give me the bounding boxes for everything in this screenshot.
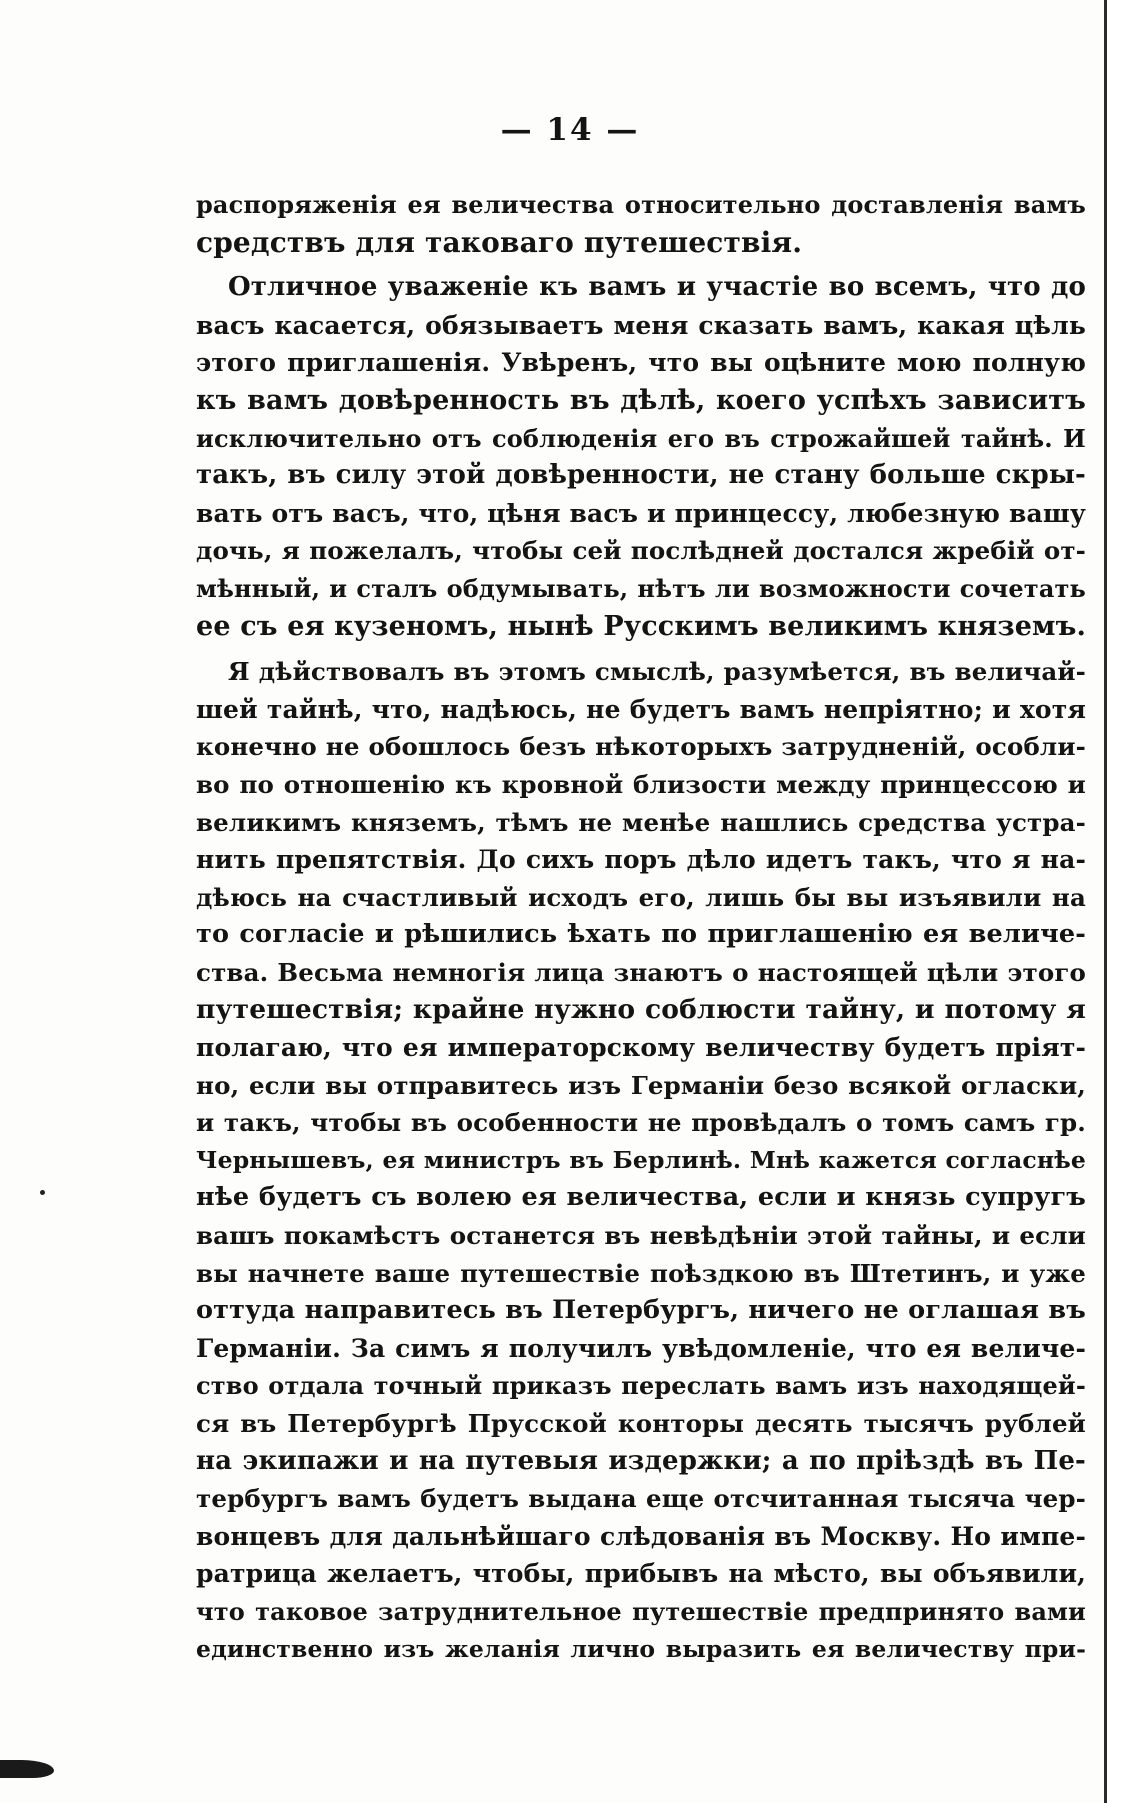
text-line: нить препятствія. До сихъ поръ дѣло идетъ такъ, что я на- <box>196 845 1086 875</box>
text-line: полагаю, что ея императорскому величеству будетъ пріят- <box>196 1033 1086 1063</box>
paragraph-break <box>196 645 1086 653</box>
text-line: ство отдала точный приказъ переслать вамъ изъ находящей- <box>196 1371 1086 1401</box>
text-line: вы начнете ваше путешествіе поѣздкою въ Штетинъ, и уже <box>196 1258 1086 1288</box>
text-line: васъ касается, обязываетъ меня сказать вамъ, какая цѣль <box>196 310 1086 340</box>
text-line: распоряженія ея величества относительно доставленія вамъ <box>196 190 1086 219</box>
scan-speck <box>40 1190 45 1195</box>
text-line: единственно изъ желанія лично выразить ея величеству при- <box>196 1634 1086 1663</box>
text-line: такъ, въ силу этой довѣренности, не стану больше скры- <box>196 460 1086 491</box>
page-number: — 14 — <box>500 112 640 148</box>
text-line: что таковое затруднительное путешествіе предпринято вами <box>196 1596 1086 1626</box>
text-line: вонцевъ для дальнѣйшаго слѣдованія въ Москву. Но импе- <box>196 1521 1086 1551</box>
text-line: средствъ для таковаго путешествія. <box>196 225 803 259</box>
text-line: вать отъ васъ, что, цѣня васъ и принцессу, любезную вашу <box>196 498 1086 528</box>
body-text <box>196 186 1086 1668</box>
text-line: на экипажи и на путевыя издержки; а по пріѣздѣ въ Пе- <box>196 1445 1086 1476</box>
text-line: оттуда направитесь въ Петербургъ, ничего не оглашая въ <box>196 1295 1086 1326</box>
text-line: но, если вы отправитесь изъ Германіи безо всякой огласки, <box>196 1070 1086 1100</box>
text-line: путешествія; крайне нужно соблюсти тайну, и потому я <box>196 994 1086 1026</box>
text-line: тербургъ вамъ будетъ выдана еще отсчитанная тысяча чер- <box>196 1484 1086 1514</box>
text-line: то согласіе и рѣшились ѣхать по приглашенію ея величе- <box>196 919 1086 950</box>
text-line: къ вамъ довѣренность въ дѣлѣ, коего успѣхъ зависитъ <box>196 384 1086 416</box>
page-edge-rule <box>1104 0 1107 1803</box>
text-line: ся въ Петербургѣ Прусской конторы десять тысячъ рублей <box>196 1409 1086 1438</box>
text-line: Чернышевъ, ея министръ въ Берлинѣ. Мнѣ кажется согласнѣе <box>196 1145 1086 1174</box>
paragraph-break <box>196 261 1086 269</box>
text-line: вашъ покамѣстъ останется въ невѣдѣніи этой тайны, и если <box>196 1221 1086 1251</box>
text-line: шей тайнѣ, что, надѣюсь, не будетъ вамъ непріятно; и хотя <box>196 694 1086 724</box>
page-edge <box>1107 0 1140 1803</box>
text-line: Германіи. За симъ я получилъ увѣдомленіе, что ея величе- <box>196 1333 1086 1363</box>
text-line: Я дѣйствовалъ въ этомъ смыслѣ, разумѣется, въ величай- <box>228 657 1086 687</box>
text-line: дѣюсь на счастливый исходъ его, лишь бы вы изъявили на <box>196 882 1086 912</box>
text-line: конечно не обошлось безъ нѣкоторыхъ затрудненій, особли- <box>196 732 1086 762</box>
text-line: ства. Весьма немногія лица знаютъ о настоящей цѣли этого <box>196 957 1086 987</box>
text-line: и такъ, чтобы въ особенности не провѣдалъ о томъ самъ гр. <box>196 1108 1086 1138</box>
text-line: ее съ ея кузеномъ, нынѣ Русскимъ великимъ княземъ. <box>196 610 1087 642</box>
text-line: ратрица желаетъ, чтобы, прибывъ на мѣсто, вы объявили, <box>196 1559 1086 1589</box>
text-line: во по отношенію къ кровной близости между принцессою и <box>196 769 1086 799</box>
text-line: исключительно отъ соблюденія его въ строжайшей тайнѣ. И <box>196 423 1086 453</box>
text-line: великимъ княземъ, тѣмъ не менѣе нашлись средства устра- <box>196 807 1086 837</box>
text-line: Отличное уваженіе къ вамъ и участіе во всемъ, что до <box>228 272 1086 303</box>
scan-smudge <box>0 1760 54 1778</box>
text-line: этого приглашенія. Увѣренъ, что вы оцѣните мою полную <box>196 348 1086 378</box>
text-line: дочь, я пожелалъ, чтобы сей послѣдней достался жребій от- <box>196 536 1086 566</box>
text-line: нѣе будетъ съ волею ея величества, если и князь супругъ <box>196 1182 1086 1213</box>
text-line: мѣнный, и сталъ обдумывать, нѣтъ ли возможности сочетать <box>196 573 1086 603</box>
